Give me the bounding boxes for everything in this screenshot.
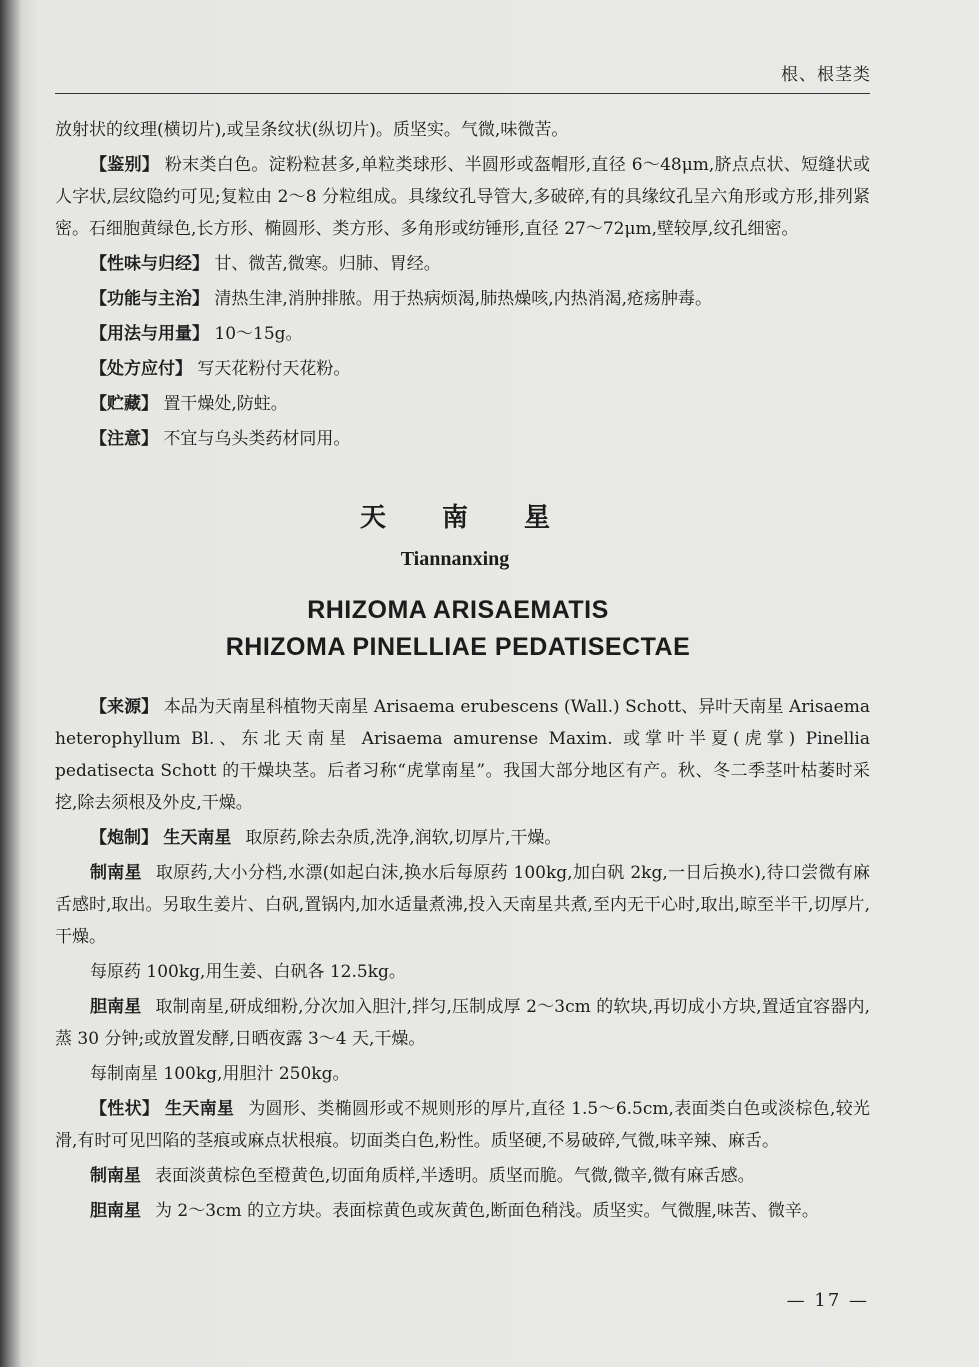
entry-character	[55, 1093, 870, 1157]
monograph-title-latin-2: RHIZOMA PINELLIAE PEDATISECTAE	[225, 633, 691, 661]
running-head: 根、根茎类	[781, 65, 871, 85]
entry-label: 【性状】	[90, 1099, 160, 1119]
entry-label: 【来源】	[90, 697, 159, 717]
entry-prescription	[55, 353, 870, 385]
entry-processing	[55, 822, 870, 854]
entry-text: 为 2～3cm 的立方块。表面棕黄色或灰黄色,断面色稍浅。质坚实。气微腥,味苦、微辛。	[155, 1201, 819, 1221]
entry-text: 每原药 100kg,用生姜、白矾各 12.5kg。	[90, 962, 406, 982]
monograph-title-latin-1: RHIZOMA ARISAEMATIS	[307, 596, 609, 624]
entry-text: 本品为天南星科植物天南星 Arisaema erubescens (Wall.) Schott、异叶天南星 Arisaema heterophyllum Bl.、东北天南星 Arisaema amurense Maxim. 或掌叶半夏(虎掌) Pinellia pedatisecta Schott 的干燥块茎。后者习称“虎掌南星”。我国大部分地区有产。秋、冬二季茎叶枯萎时采挖,除去须根及外皮,干燥。	[55, 697, 870, 813]
entry-label: 【功能与主治】	[90, 289, 209, 309]
entry-text: 取原药,除去杂质,洗净,润软,切厚片,干燥。	[245, 828, 562, 848]
entry-label: 【性味与归经】	[90, 254, 209, 274]
processing-paragraph	[55, 1058, 870, 1090]
subheading: 制南星	[90, 863, 142, 883]
top-section	[55, 114, 870, 458]
entry-text: 表面淡黄棕色至橙黄色,切面角质样,半透明。质坚而脆。气微,微辛,微有麻舌感。	[155, 1166, 755, 1186]
entry-text: 粉末类白色。淀粉粒甚多,单粒类球形、半圆形或盔帽形,直径 6～48μm,脐点点状、短缝状或人字状,层纹隐约可见;复粒由 2～8 分粒组成。具缘纹孔导管大,多破碎,有的具缘纹孔呈六角形或方形,排列紧密。石细胞黄绿色,长方形、椭圆形、类方形、多角形或纺锤形,直径 27～72μm,壁较厚,纹孔细密。	[55, 155, 870, 239]
entry-usage-dosage	[55, 318, 870, 350]
entry-label: 【贮藏】	[90, 394, 158, 414]
entry-text: 甘、微苦,微寒。归肺、胃经。	[214, 254, 441, 274]
entry-text: 10～15g。	[214, 324, 303, 344]
entry-text: 不宜与乌头类药材同用。	[163, 429, 351, 449]
character-paragraph	[55, 1160, 870, 1192]
subheading: 生天南星	[163, 828, 232, 848]
entry-nature-meridian	[55, 248, 870, 280]
subheading: 胆南星	[90, 1201, 141, 1221]
subheading: 生天南星	[164, 1099, 235, 1119]
processing-paragraph	[55, 857, 870, 953]
entry-text: 写天花粉付天花粉。	[197, 359, 351, 379]
subheading: 制南星	[90, 1166, 141, 1186]
subheading: 胆南星	[90, 997, 142, 1017]
entry-caution	[55, 423, 870, 455]
entry-storage	[55, 388, 870, 420]
monograph-title-chinese: 天南星	[359, 503, 606, 533]
entry-label: 【处方应付】	[90, 359, 192, 379]
entry-text: 每制南星 100kg,用胆汁 250kg。	[90, 1064, 350, 1084]
entry-text: 取制南星,研成细粉,分次加入胆汁,拌匀,压制成厚 2～3cm 的软块,再切成小方块,置适宜容器内,蒸 30 分钟;或放置发酵,日晒夜露 3～4 天,干燥。	[55, 997, 871, 1049]
entry-label: 【用法与用量】	[90, 324, 209, 344]
entry-text: 置干燥处,防蛀。	[163, 394, 288, 414]
processing-paragraph	[55, 956, 870, 988]
header-rule	[55, 93, 870, 94]
monograph-body	[55, 691, 870, 1230]
character-paragraph	[55, 1195, 870, 1227]
processing-paragraph	[55, 991, 870, 1055]
entry-label: 【鉴别】	[90, 155, 160, 175]
continuation-paragraph: 放射状的纹理(横切片),或呈条纹状(纵切片)。质坚实。气微,味微苦。	[55, 120, 569, 140]
entry-label: 【炮制】	[90, 828, 158, 848]
entry-text: 取原药,大小分档,水漂(如起白沫,换水后每原药 100kg,加白矾 2kg,一日后换水),待口尝微有麻舌感时,取出。另取生姜片、白矾,置锅内,加水适量煮沸,投入天南星共煮,至内无干心时,取出,晾至半干,切厚片,干燥。	[55, 863, 871, 947]
entry-function-indication	[55, 283, 870, 315]
page-number: — 17 —	[786, 1290, 869, 1311]
entry-text: 清热生津,消肿排脓。用于热病烦渴,肺热燥咳,内热消渴,疮疡肿毒。	[214, 289, 713, 309]
monograph-title-pinyin: Tiannanxing	[400, 548, 510, 570]
entry-text: 为圆形、类椭圆形或不规则形的厚片,直径 1.5～6.5cm,表面类白色或淡棕色,较光滑,有时可见凹陷的茎痕或麻点状根痕。切面类白色,粉性。质坚硬,不易破碎,气微,味辛辣、麻舌。	[55, 1099, 871, 1151]
entry-identification	[55, 149, 870, 245]
entry-label: 【注意】	[90, 429, 158, 449]
entry-source	[55, 691, 870, 819]
